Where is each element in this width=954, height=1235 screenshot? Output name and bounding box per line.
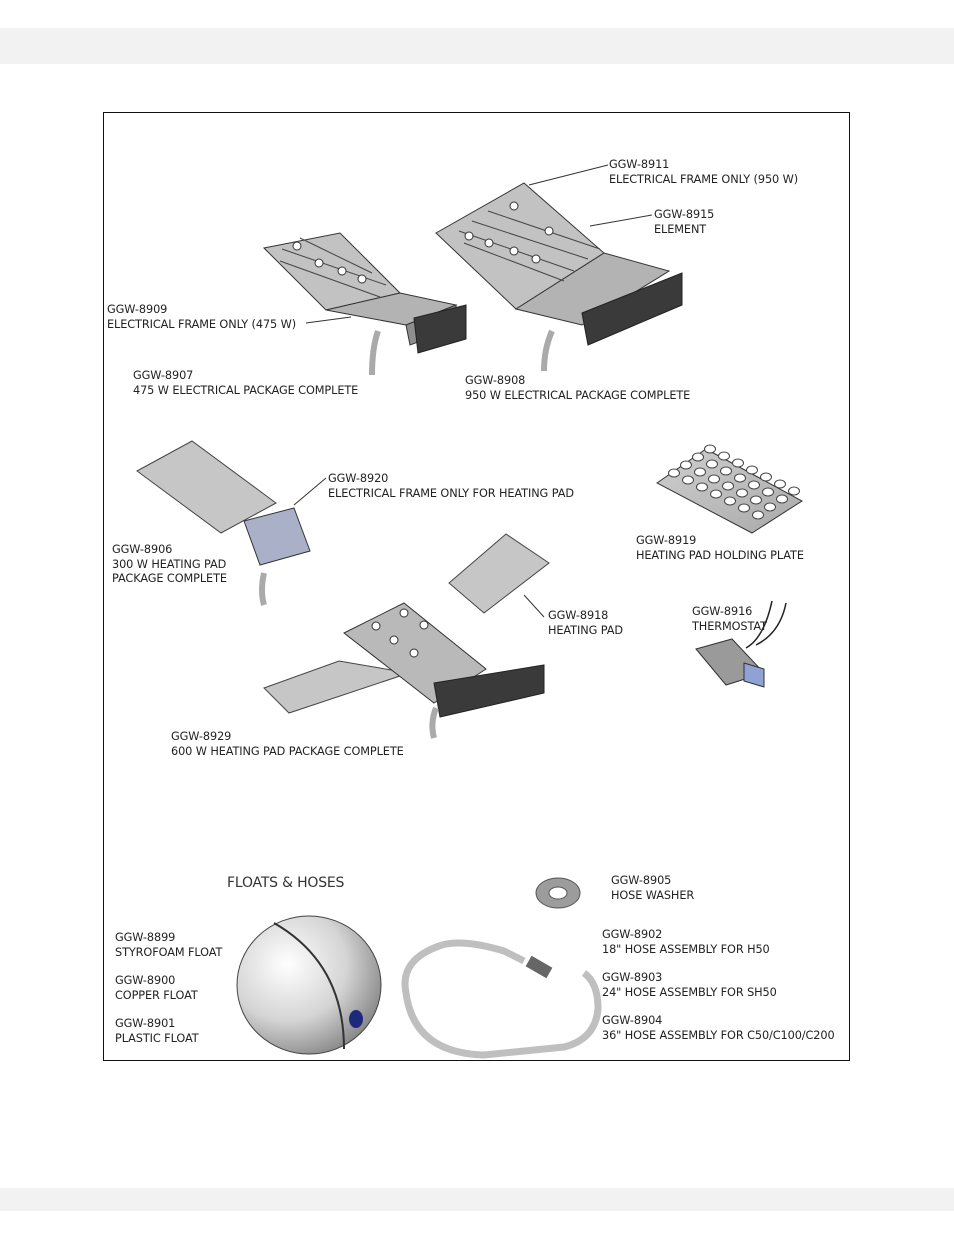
- frame-950w-drawing: [436, 183, 682, 371]
- page-footer-band: [0, 1188, 954, 1211]
- part-code: GGW-8900: [115, 974, 176, 987]
- plate-hole: [695, 468, 706, 476]
- part-description: HOSE WASHER: [611, 888, 695, 902]
- part-code: GGW-8920: [328, 472, 389, 485]
- plate-hole: [719, 452, 730, 460]
- part-code: GGW-8908: [465, 374, 526, 387]
- part-description: ELECTRICAL FRAME ONLY (475 W): [107, 317, 296, 331]
- float-drawing: [237, 916, 381, 1054]
- parts-diagram-sheet: [103, 112, 850, 1061]
- part-code: GGW-8903: [602, 971, 663, 984]
- hose-drawing: [405, 943, 598, 1055]
- plate-hole: [739, 504, 750, 512]
- plate-hole: [747, 466, 758, 474]
- plate-hole: [763, 488, 774, 496]
- plate-hole: [765, 503, 776, 511]
- part-code: GGW-8899: [115, 931, 176, 944]
- label-ggw-8906: [112, 543, 227, 587]
- part-description: COPPER FLOAT: [115, 988, 198, 1002]
- part-description: PLASTIC FLOAT: [115, 1031, 199, 1045]
- part-code: GGW-8904: [602, 1014, 663, 1027]
- part-code: GGW-8902: [602, 928, 663, 941]
- label-ggw-8915: [654, 208, 714, 237]
- part-code: GGW-8918: [548, 609, 609, 622]
- label-ggw-8911: [609, 158, 798, 187]
- heating-pad-600w-drawing: [264, 534, 549, 738]
- part-description: STYROFOAM FLOAT: [115, 945, 223, 959]
- part-description: HEATING PAD: [548, 623, 623, 637]
- part-description: ELECTRICAL FRAME ONLY (950 W): [609, 172, 798, 186]
- label-ggw-8908: [465, 374, 690, 403]
- label-ggw-8929: [171, 730, 404, 759]
- label-ggw-8900: [115, 974, 198, 1003]
- plate-hole: [683, 476, 694, 484]
- plate-hole: [777, 495, 788, 503]
- part-code: GGW-8907: [133, 369, 194, 382]
- plate-hole: [789, 487, 800, 495]
- label-ggw-8901: [115, 1017, 199, 1046]
- plate-hole: [697, 483, 708, 491]
- plate-hole: [751, 496, 762, 504]
- part-description: ELEMENT: [654, 222, 707, 236]
- page-header-band: [0, 28, 954, 64]
- part-description: 600 W HEATING PAD PACKAGE COMPLETE: [171, 744, 404, 758]
- part-code: GGW-8905: [611, 874, 672, 887]
- part-description: 36" HOSE ASSEMBLY FOR C50/C100/C200: [602, 1028, 835, 1042]
- label-ggw-8918: [548, 609, 623, 638]
- plate-hole: [711, 490, 722, 498]
- plate-hole: [735, 474, 746, 482]
- part-description: 18" HOSE ASSEMBLY FOR H50: [602, 942, 770, 956]
- label-ggw-8902: [602, 928, 770, 957]
- part-description: 950 W ELECTRICAL PACKAGE COMPLETE: [465, 388, 691, 402]
- part-description: 24" HOSE ASSEMBLY FOR SH50: [602, 985, 777, 999]
- plate-hole: [753, 511, 764, 519]
- part-description: 475 W ELECTRICAL PACKAGE COMPLETE: [133, 383, 359, 397]
- plate-hole: [681, 461, 692, 469]
- label-ggw-8909: [107, 303, 296, 332]
- label-ggw-8916: [692, 605, 767, 634]
- parts-illustration: [104, 113, 849, 1060]
- label-ggw-8919: [636, 534, 804, 563]
- part-description: ELECTRICAL FRAME ONLY FOR HEATING PAD: [328, 486, 574, 500]
- part-description: 300 W HEATING PAD: [112, 557, 227, 571]
- plate-hole: [705, 445, 716, 453]
- part-code: GGW-8909: [107, 303, 168, 316]
- part-code: GGW-8929: [171, 730, 232, 743]
- label-ggw-8907: [133, 369, 358, 398]
- plate-hole: [761, 473, 772, 481]
- part-code: GGW-8911: [609, 158, 670, 171]
- plate-hole: [707, 460, 718, 468]
- plate-hole: [693, 453, 704, 461]
- label-ggw-8904: [602, 1014, 835, 1043]
- plate-hole: [749, 481, 760, 489]
- plate-hole: [721, 467, 732, 475]
- part-code: GGW-8919: [636, 534, 697, 547]
- plate-hole: [733, 459, 744, 467]
- part-description: PACKAGE COMPLETE: [112, 572, 227, 585]
- label-ggw-8920: [328, 472, 574, 501]
- part-description: HEATING PAD HOLDING PLATE: [636, 548, 804, 562]
- hose-washer-drawing: [536, 878, 580, 908]
- label-ggw-8903: [602, 971, 777, 1000]
- plate-hole: [723, 482, 734, 490]
- label-ggw-8905: [611, 874, 694, 903]
- part-code: GGW-8915: [654, 208, 715, 221]
- label-ggw-8899: [115, 931, 222, 960]
- plate-hole: [737, 489, 748, 497]
- plate-hole: [709, 475, 720, 483]
- part-description: THERMOSTAT: [692, 619, 767, 633]
- part-code: GGW-8906: [112, 543, 173, 556]
- holding-plate-drawing: [657, 449, 802, 533]
- part-code: GGW-8901: [115, 1017, 176, 1030]
- plate-hole: [669, 469, 680, 477]
- floats-hoses-title: FLOATS & HOSES: [227, 875, 345, 891]
- part-code: GGW-8916: [692, 605, 753, 618]
- plate-hole: [725, 497, 736, 505]
- plate-hole: [775, 480, 786, 488]
